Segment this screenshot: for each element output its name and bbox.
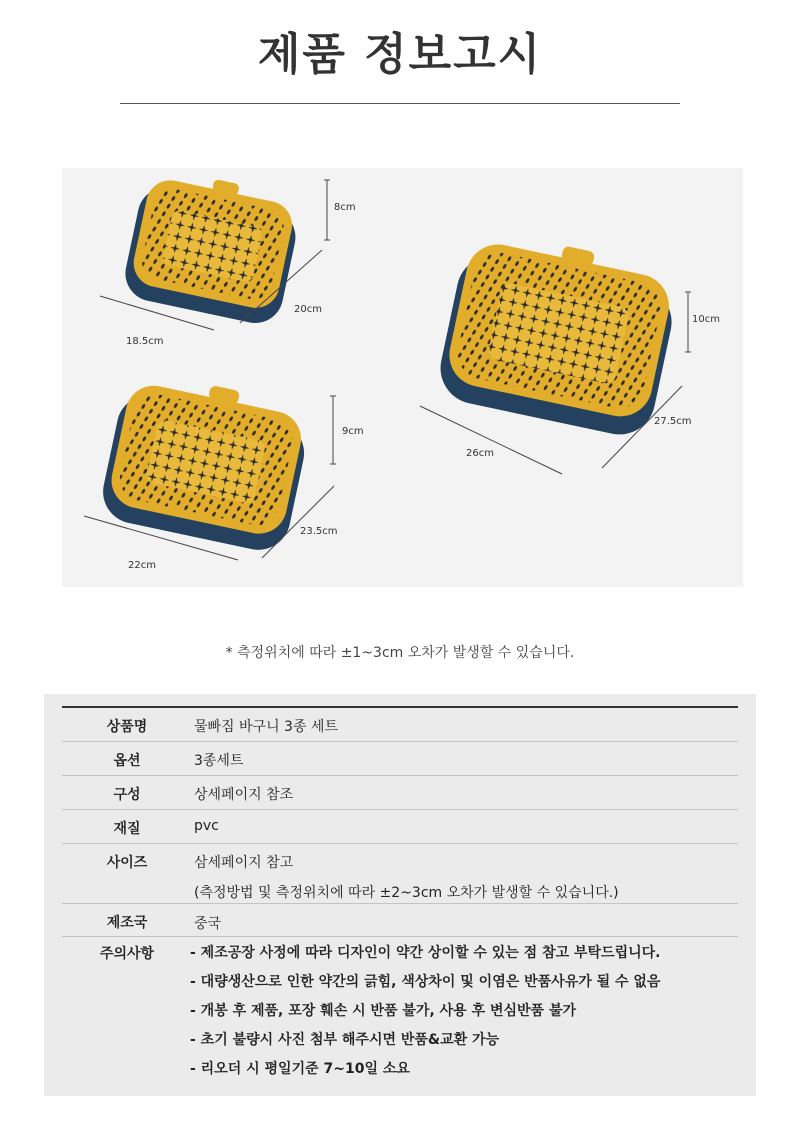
dim-label: 27.5cm bbox=[654, 416, 692, 427]
spec-value: 상세페이지 참조 bbox=[194, 787, 294, 803]
spec-label: 주의사항 bbox=[99, 946, 155, 962]
dim-label: 9cm bbox=[342, 426, 364, 437]
dim-label: 26cm bbox=[466, 448, 494, 459]
dim-label: 22cm bbox=[128, 560, 156, 571]
spec-table bbox=[44, 694, 756, 1096]
spec-row-size bbox=[62, 844, 738, 904]
spec-row-option bbox=[62, 742, 738, 776]
spec-label: 옵션 bbox=[113, 753, 141, 769]
basket-small bbox=[120, 168, 304, 328]
page-title: 제품 정보고시 bbox=[257, 29, 543, 80]
spec-label: 제조국 bbox=[106, 915, 148, 931]
spec-row-origin bbox=[62, 904, 738, 937]
dim-label: 8cm bbox=[334, 202, 356, 213]
product-photo bbox=[62, 168, 743, 587]
spec-value: 물빠짐 바구니 3종 세트 bbox=[194, 719, 338, 735]
spec-value: pvc bbox=[194, 818, 219, 834]
basket-medium bbox=[97, 368, 314, 556]
spec-row-composition bbox=[62, 776, 738, 810]
basket-large bbox=[434, 226, 683, 442]
spec-label: 상품명 bbox=[106, 719, 148, 735]
spec-value: 삼세페이지 참고 (측정방법 및 측정위치에 따라 ±2~3cm 오차가 발생할 수 있습니다.) bbox=[194, 855, 619, 901]
spec-label: 재질 bbox=[113, 821, 141, 837]
dim-label: 18.5cm bbox=[126, 336, 164, 347]
spec-value: 3종세트 bbox=[194, 753, 244, 769]
spec-label: 구성 bbox=[113, 787, 141, 803]
spec-value: - 제조공장 사정에 따라 디자인이 약간 상이할 수 있는 점 참고 부탁드립니다. - 대량생산으로 인한 약간의 긁힘, 색상차이 및 이염은 반품사유가 될 수 없음 - 개봉 후 제품, 포장 훼손 시 반품 불가, 사용 후 변심반품 불가 - 초기 불량시 사진 첨부 해주시면 반품&교환 가능 - 리오더 시 평일기준 7~10일 소요 bbox=[190, 945, 661, 1077]
dim-label: 20cm bbox=[294, 304, 322, 315]
title-divider bbox=[120, 103, 680, 104]
basket-illustration bbox=[62, 168, 743, 587]
spec-row-caution bbox=[62, 937, 738, 1092]
spec-row-material bbox=[62, 810, 738, 844]
dim-label: 23.5cm bbox=[300, 526, 338, 537]
spec-row-product-name bbox=[62, 708, 738, 742]
dim-label: 10cm bbox=[692, 314, 720, 325]
spec-value: 중국 bbox=[194, 916, 222, 932]
spec-label: 사이즈 bbox=[106, 855, 148, 871]
measurement-note: * 측정위치에 따라 ±1~3cm 오차가 발생할 수 있습니다. bbox=[225, 645, 575, 661]
